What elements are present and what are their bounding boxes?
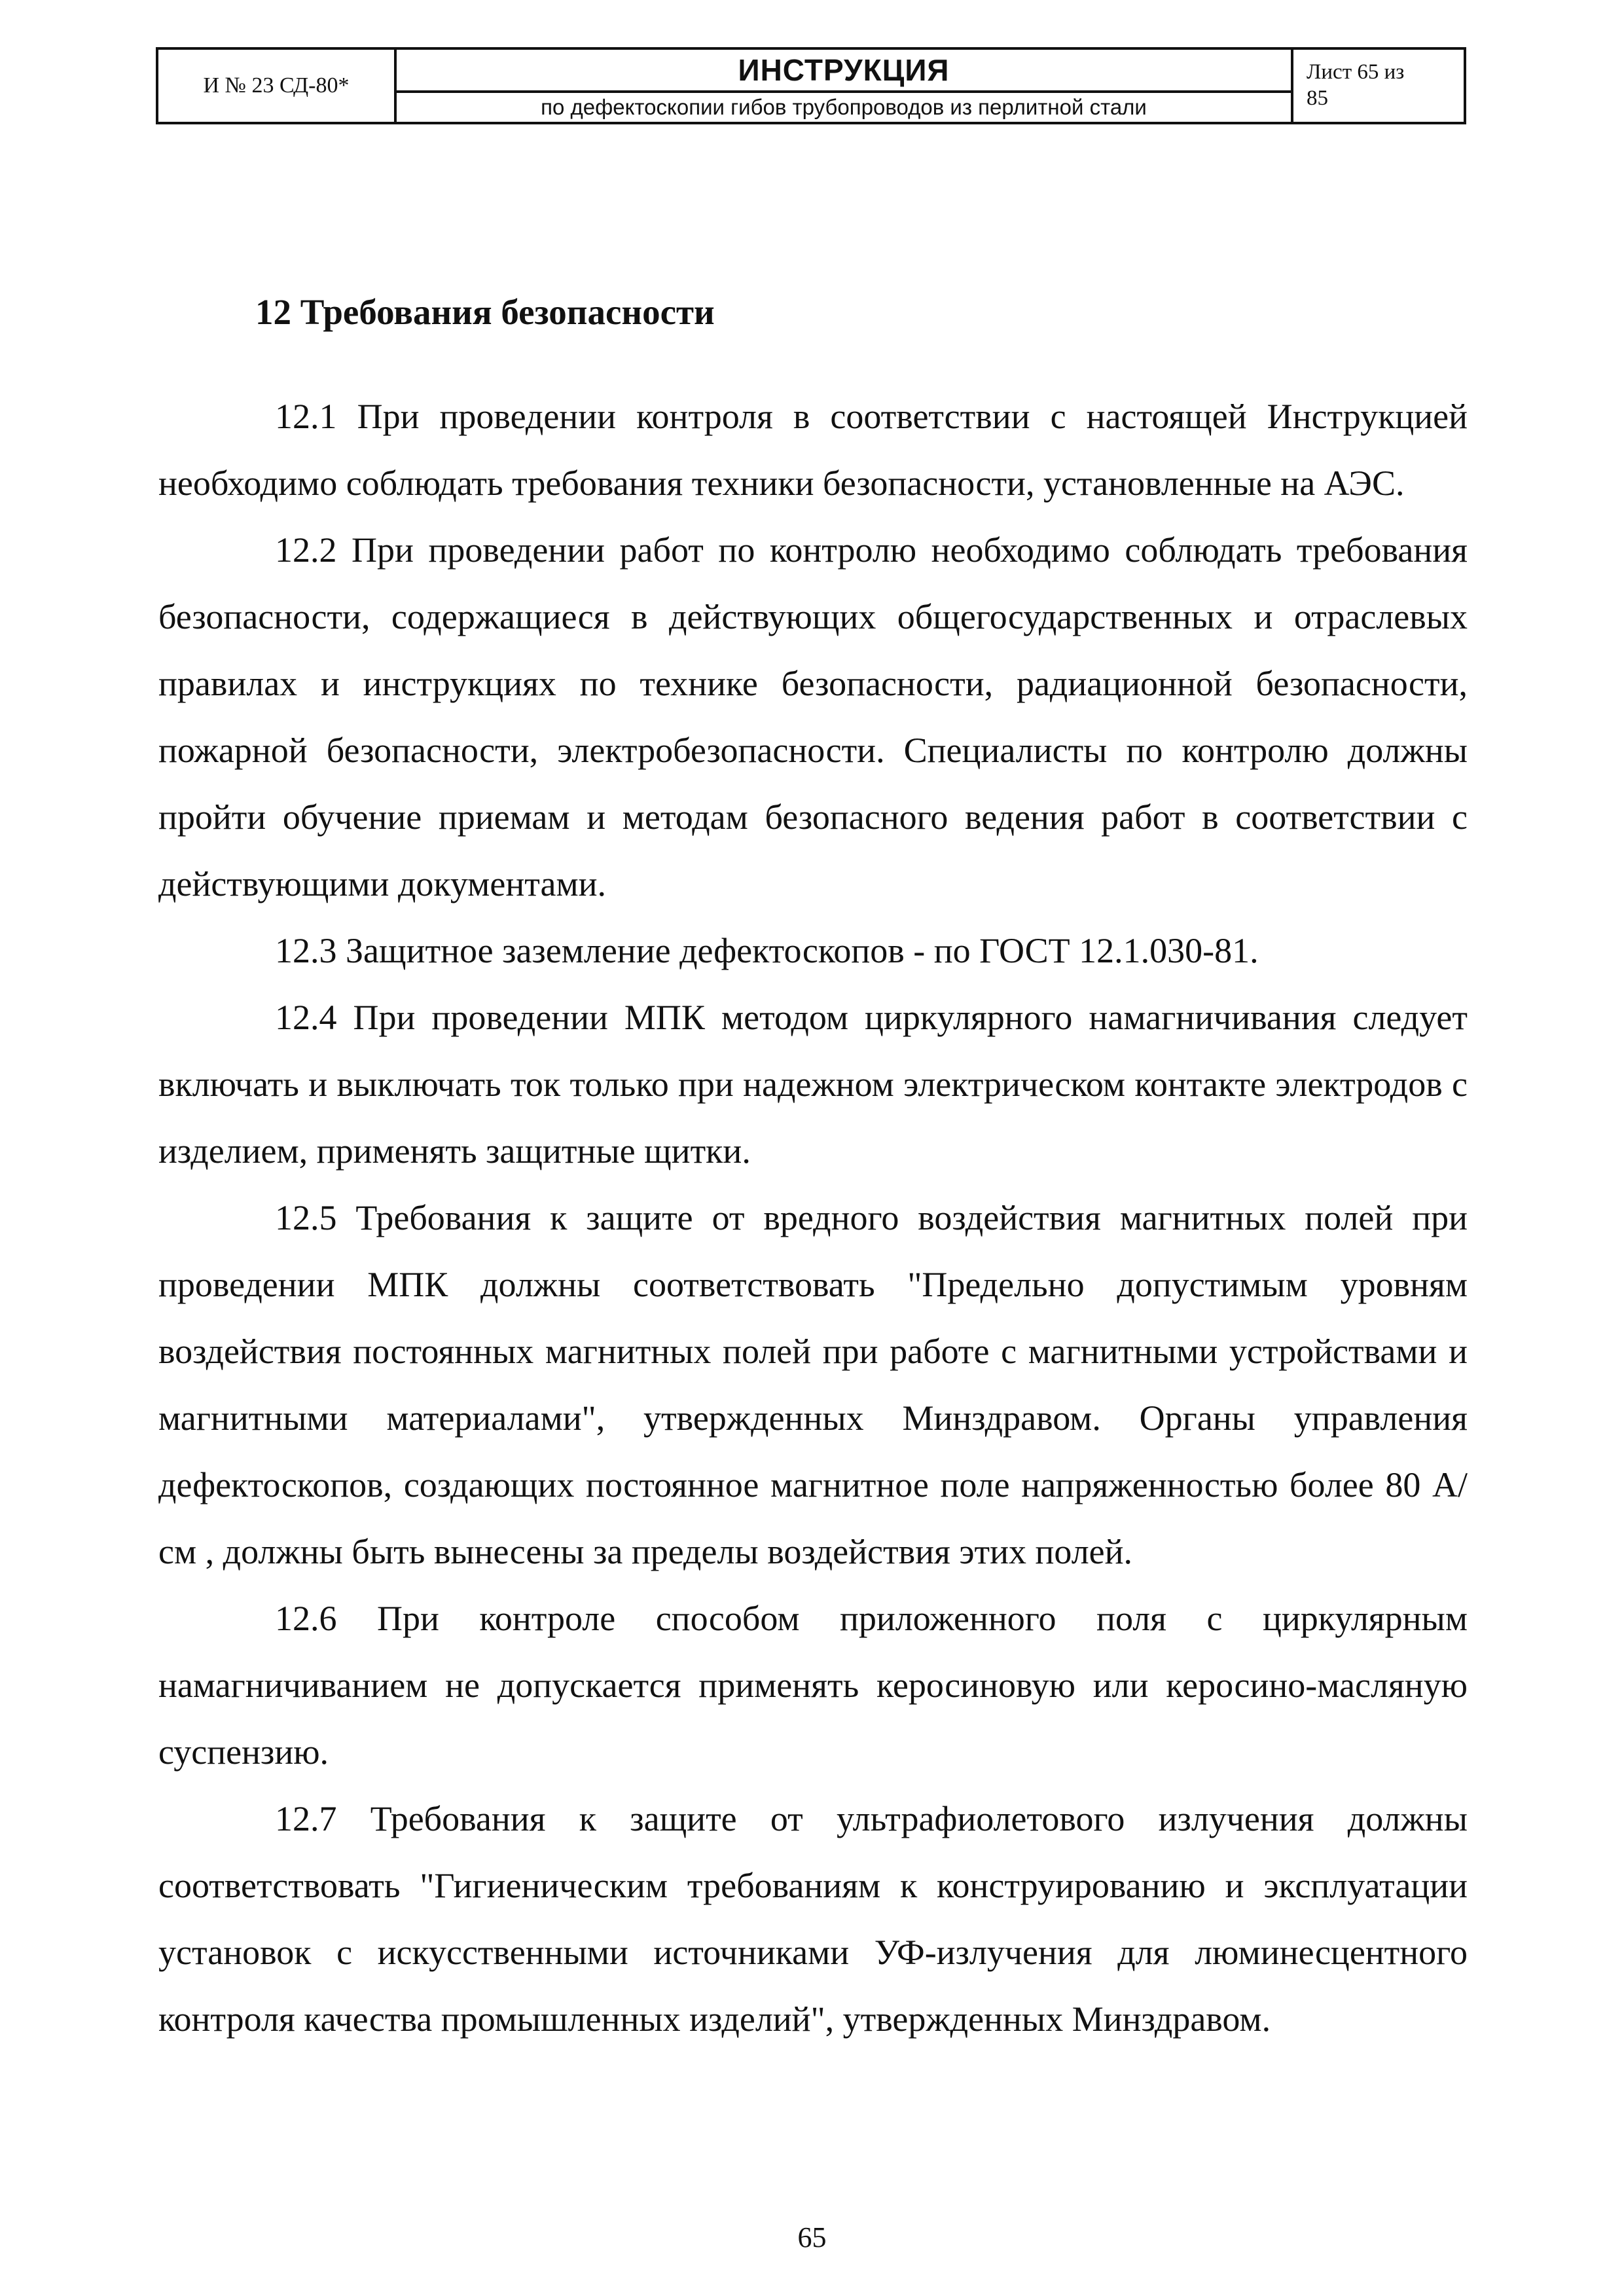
document-id: И № 23 СД-80* (158, 50, 397, 122)
paragraph-12-5: 12.5 Требования к защите от вредного воздействия магнитных полей при проведении МПК должны соответствовать "Предельно допустимым уровням воздействия постоянных магнитных полей при работе с магнитными устройствами и магнитными материалами", утвержденных Минздравом. Органы управления дефектоскопов, создающих постоянное магнитное поле напряженностью более 80 А/см , должны быть вынесены за пределы воздействия этих полей. (158, 1198, 1468, 1571)
section-title: 12 Требования безопасности (255, 292, 715, 332)
document-subtitle: по дефектоскопии гибов трубопроводов из перлитной стали (541, 95, 1147, 119)
page-number: 65 (797, 2221, 827, 2253)
section-body (158, 383, 1468, 2052)
paragraph-12-4: 12.4 При проведении МПК методом циркулярного намагничивания следует включать и выключать ток только при надежном электрическом контакте электродов с изделием, применять защитные щитки. (158, 998, 1468, 1171)
sheet-counter-line2: 85 (1307, 86, 1328, 110)
document-header-stamp (156, 47, 1466, 124)
document-title: ИНСТРУКЦИЯ (397, 50, 1291, 93)
paragraph-12-7: 12.7 Требования к защите от ультрафиолетового излучения должны соответствовать "Гигиеническим требованиям к конструированию и эксплуатации установок с искусственными источниками УФ-излучения для люминесцентного контроля качества промышленных изделий", утвержденных Минздравом. (158, 1799, 1468, 2039)
paragraph-12-1: 12.1 При проведении контроля в соответствии с настоящей Инструкцией необходимо соблюдать требования техники безопасности, установленные на АЭС. (158, 397, 1468, 503)
paragraph-12-6: 12.6 При контроле способом приложенного поля с циркулярным намагничиванием не допускается применять керосиновую или керосино-масляную суспензию. (158, 1599, 1468, 1772)
paragraph-12-2: 12.2 При проведении работ по контролю необходимо соблюдать требования безопасности, содержащиеся в действующих общегосударственных и отраслевых правилах и инструкциях по технике безопасности, радиационной безопасности, пожарной безопасности, электробезопасности. Специалисты по контролю должны пройти обучение приемам и методам безопасного ведения работ в соответствии с действующими документами. (158, 530, 1468, 903)
sheet-counter (1291, 50, 1464, 122)
paragraph-12-3: 12.3 Защитное заземление дефектоскопов - по ГОСТ 12.1.030-81. (275, 931, 1259, 970)
header-title-block (397, 50, 1291, 122)
sheet-counter-line1: Лист 65 из (1307, 60, 1405, 84)
